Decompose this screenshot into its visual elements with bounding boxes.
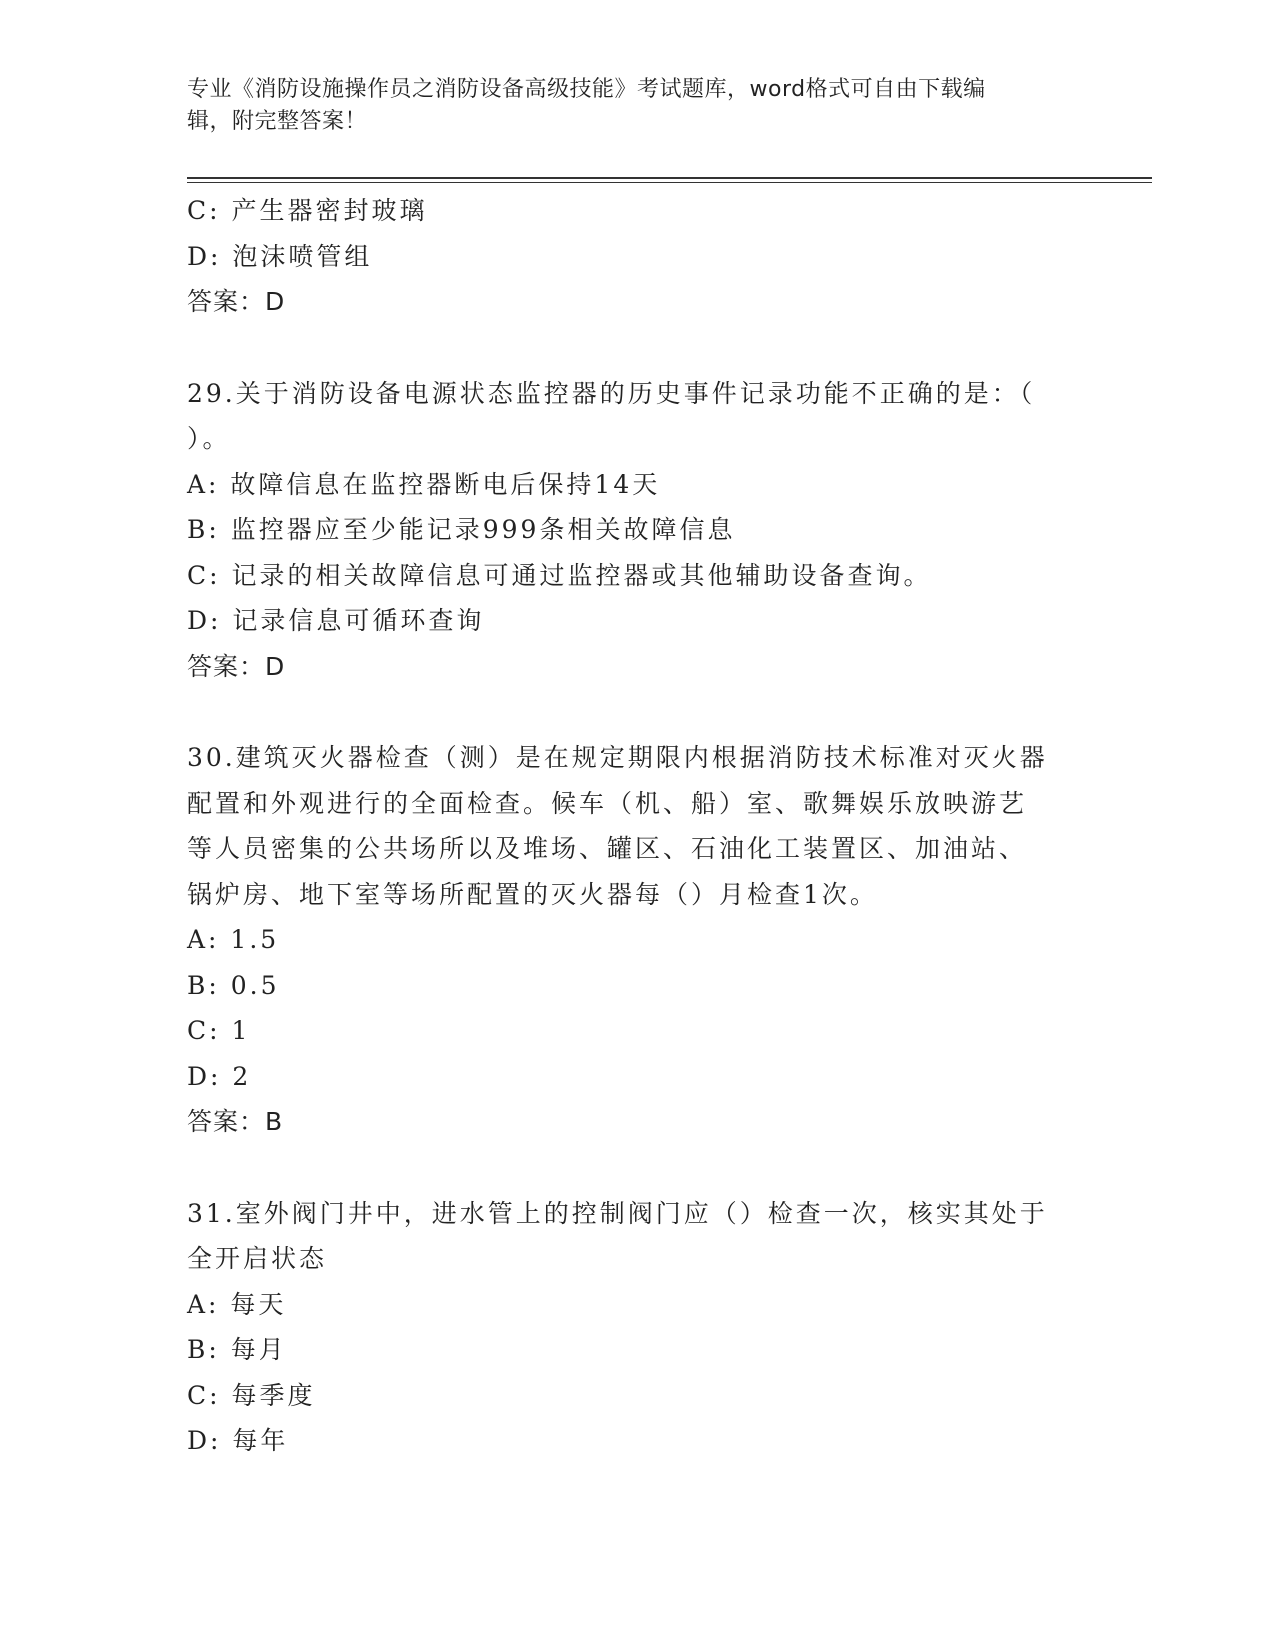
option-d: D: 每年 <box>187 1426 289 1455</box>
header-rule-thin <box>187 182 1152 183</box>
option-a: A: 故障信息在监控器断电后保持14天 <box>187 469 661 499</box>
question-28-remainder <box>187 188 1087 325</box>
answer-line: 答案：D <box>187 287 286 316</box>
question-stem: 配置和外观进行的全面检查。候车（机、船）室、歌舞娱乐放映游艺 <box>187 788 1028 818</box>
spacer <box>187 1145 1087 1191</box>
option-d: D: 泡沫喷管组 <box>187 241 373 271</box>
option-a: A: 1.5 <box>187 925 280 954</box>
option-b: B: 监控器应至少能记录999条相关故障信息 <box>187 515 736 544</box>
option-c: C: 1 <box>187 1016 251 1045</box>
option-c: C: 产生器密封玻璃 <box>187 196 428 225</box>
question-stem: 30.建筑灭火器检查（测）是在规定期限内根据消防技术标准对灭火器 <box>187 743 1048 772</box>
question-stem: 31.室外阀门井中，进水管上的控制阀门应（）检查一次，核实其处于 <box>187 1198 1048 1228</box>
spacer <box>187 325 1087 371</box>
question-30 <box>187 735 1087 1145</box>
answer-line: 答案：D <box>187 651 286 681</box>
option-a: A: 每天 <box>187 1289 287 1319</box>
option-b: B: 每月 <box>187 1335 287 1364</box>
answer-line: 答案：B <box>187 1107 284 1136</box>
header-line-1: 专业《消防设施操作员之消防设备高级技能》考试题库，word格式可自由下载编 <box>187 77 986 102</box>
option-c: C: 每季度 <box>187 1380 316 1410</box>
spacer <box>187 689 1087 735</box>
question-29 <box>187 371 1087 690</box>
option-d: D: 2 <box>187 1061 252 1091</box>
header-line-2: 辑，附完整答案！ <box>187 109 368 134</box>
option-d: D: 记录信息可循环查询 <box>187 606 485 635</box>
option-c: C: 记录的相关故障信息可通过监控器或其他辅助设备查询。 <box>187 560 932 590</box>
question-stem: 锅炉房、地下室等场所配置的灭火器每（）月检查1次。 <box>187 879 878 909</box>
question-31 <box>187 1191 1087 1464</box>
question-stem: 29.关于消防设备电源状态监控器的历史事件记录功能不正确的是：（ <box>187 378 1036 408</box>
question-stem: ）。 <box>187 424 231 453</box>
question-list <box>187 188 1087 1464</box>
question-stem: 全开启状态 <box>187 1244 328 1273</box>
option-b: B: 0.5 <box>187 970 280 1000</box>
question-stem: 等人员密集的公共场所以及堆场、罐区、石油化工装置区、加油站、 <box>187 834 1028 863</box>
header-rule-thick <box>187 177 1152 179</box>
document-header <box>187 74 1067 138</box>
